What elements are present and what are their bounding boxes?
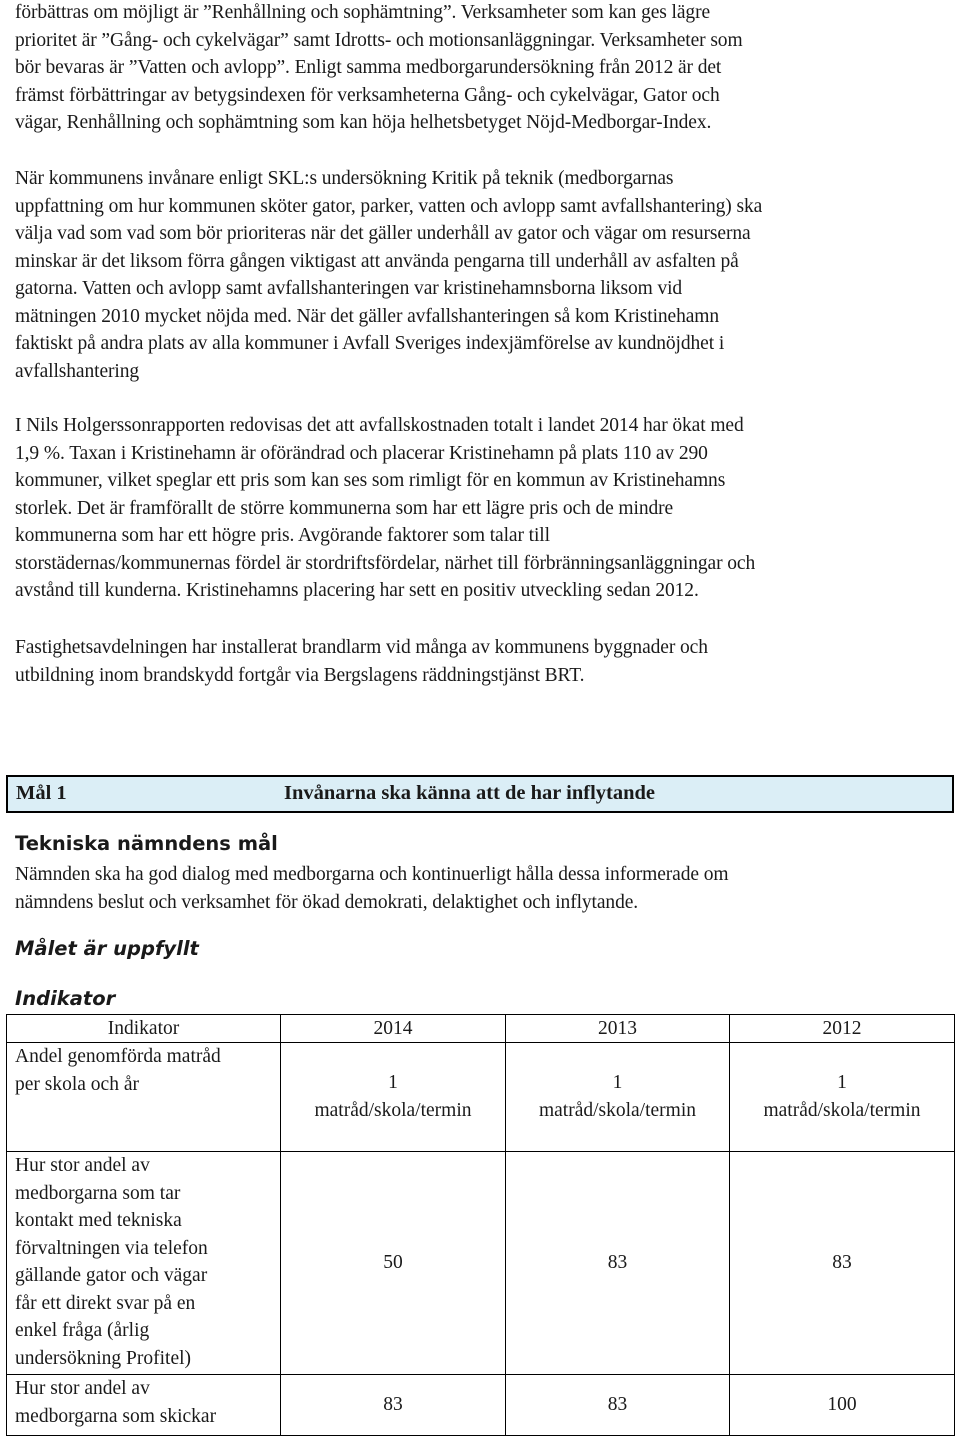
text-line: utbildning inom brandskydd fortgår via Bergslagens räddningstjänst BRT.: [15, 664, 585, 686]
text-line: främst förbättringar av betygsindexen för verksamheterna Gång- och cykelvägar, Gator och: [15, 84, 720, 106]
paragraph-priorities: [15, 0, 945, 137]
goal-number: Mål 1: [16, 782, 67, 804]
text-line: avstånd till kunderna. Kristinehamns placering har sett en positiv utveckling sedan 2012.: [15, 580, 699, 601]
column-header: 2014: [281, 1015, 506, 1043]
column-header: 2013: [506, 1015, 730, 1043]
text-line: förbättras om möjligt är ”Renhållning och sophämtning”. Verksamheter som kan ges lägre: [15, 2, 711, 23]
table-cell: 50: [281, 1152, 506, 1375]
table-header-row: [7, 1015, 955, 1043]
text-line: uppfattning om hur kommunen sköter gator, parker, vatten och avlopp samt avfallshantering) ska: [15, 195, 763, 217]
table-cell: 1 matråd/skola/termin: [730, 1043, 955, 1152]
text-line: vägar, Renhållning och sophämtning som kan höja helhetsbetyget Nöjd-Medborgar-Index.: [15, 112, 712, 133]
text-line: faktiskt på andra plats av alla kommuner i Avfall Sveriges indexjämförelse av kundnöjdhet i: [15, 333, 725, 354]
text-line: kommunerna som har ett högre pris. Avgörande faktorer som talar till: [15, 525, 550, 546]
text-line: prioritet är ”Gång- och cykelvägar” samt Idrotts- och motionsanläggningar. Verksamheter som: [15, 29, 743, 51]
table-cell: 83: [730, 1152, 955, 1375]
goal-banner: [6, 775, 954, 813]
indicator-table: [6, 1014, 955, 1436]
text-line: I Nils Holgerssonrapporten redovisas det att avfallskostnaden totalt i landet 2014 har ökat med: [15, 415, 744, 436]
table-cell: 83: [281, 1375, 506, 1436]
text-line: Fastighetsavdelningen har installerat brandlarm vid många av kommunens byggnader och: [15, 637, 708, 658]
table-row: [7, 1152, 955, 1375]
table-row: [7, 1043, 955, 1152]
column-header: Indikator: [7, 1015, 281, 1043]
text-line: mätningen 2010 mycket nöjda med. När det gäller avfallshanteringen så kom Kristinehamn: [15, 305, 720, 327]
goal-title: Invånarna ska känna att de har inflytande: [284, 782, 655, 804]
text-line: gatorna. Vatten och avlopp samt avfallshanteringen var kristinehamnsborna liksom vid: [15, 278, 683, 299]
text-line: När kommunens invånare enligt SKL:s undersökning Kritik på teknik (medborgarnas: [15, 168, 674, 189]
table-cell: 83: [506, 1375, 730, 1436]
table-cell: 100: [730, 1375, 955, 1436]
paragraph-fire-alarm: [15, 634, 945, 689]
text-line: 1,9 %. Taxan i Kristinehamn är oförändrad och placerar Kristinehamn på plats 110 av 290: [15, 442, 708, 464]
paragraph-goal-description: [15, 861, 945, 916]
paragraph-nils-holgersson: [15, 412, 945, 605]
paragraph-skl-survey: [15, 165, 945, 385]
text-line: minskar är det liksom förra gången viktigast att använda pengarna till underhåll av asfalten på: [15, 250, 739, 272]
text-line: bör bevaras är ”Vatten och avlopp”. Enligt samma medborgarundersökning från 2012 är det: [15, 57, 722, 78]
indicator-label: Andel genomförda matråd per skola och år: [7, 1043, 281, 1152]
table-row: [7, 1375, 955, 1436]
table-cell: 1 matråd/skola/termin: [281, 1043, 506, 1152]
text-line: Nämnden ska ha god dialog med medborgarna och kontinuerligt hålla dessa informerade om: [15, 864, 729, 885]
text-line: välja vad som vad som bör prioriteras när det gäller underhåll av gator och vägar om resurserna: [15, 223, 751, 244]
indicator-label: Hur stor andel av medborgarna som skickar: [7, 1375, 281, 1436]
table-cell: 83: [506, 1152, 730, 1375]
text-line: storstädernas/kommunernas fördel är stordriftsfördelar, närhet till förbränningsanläggningar och: [15, 552, 756, 574]
table-cell: 1 matråd/skola/termin: [506, 1043, 730, 1152]
goal-status-heading: Målet är uppfyllt: [15, 937, 199, 960]
section-heading-tekniska: Tekniska nämndens mål: [15, 832, 278, 855]
text-line: kommuner, vilket speglar ett pris som kan ses som rimligt för en kommun av Kristinehamns: [15, 470, 726, 491]
text-line: storlek. Det är framförallt de större kommunerna som har ett lägre pris och de mindre: [15, 497, 674, 519]
indicator-heading: Indikator: [15, 987, 116, 1010]
text-line: nämndens beslut och verksamhet för ökad demokrati, delaktighet och inflytande.: [15, 891, 639, 913]
indicator-label: Hur stor andel av medborgarna som tar kontakt med tekniska förvaltningen via telefon gällande gator och vägar får ett direkt svar på en enkel fråga (årlig undersökning Profitel): [7, 1152, 281, 1375]
column-header: 2012: [730, 1015, 955, 1043]
text-line: avfallshantering: [15, 360, 140, 382]
